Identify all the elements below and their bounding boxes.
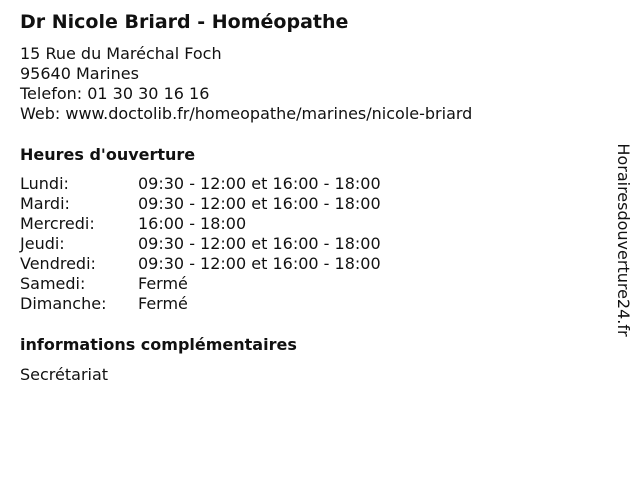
day-hours: Fermé bbox=[138, 274, 188, 293]
hours-row-sunday bbox=[20, 294, 381, 314]
day-hours: 16:00 - 18:00 bbox=[138, 214, 247, 233]
hours-row-wednesday bbox=[20, 214, 381, 234]
day-label: Dimanche: bbox=[20, 294, 107, 313]
day-hours: 09:30 - 12:00 et 16:00 - 18:00 bbox=[138, 254, 381, 273]
hours-row-monday bbox=[20, 174, 381, 194]
day-label: Lundi: bbox=[20, 174, 69, 193]
day-label: Vendredi: bbox=[20, 254, 96, 273]
phone-number: Telefon: 01 30 30 16 16 bbox=[20, 84, 210, 103]
hours-row-thursday bbox=[20, 234, 381, 254]
hours-row-tuesday bbox=[20, 194, 381, 214]
day-label: Mardi: bbox=[20, 194, 70, 213]
website-link[interactable]: Web: www.doctolib.fr/homeopathe/marines/nicole-briard bbox=[20, 104, 473, 123]
opening-hours-table bbox=[20, 174, 381, 314]
day-hours: Fermé bbox=[138, 294, 188, 313]
site-watermark: Horairesdouverture24.fr bbox=[614, 143, 633, 337]
day-hours: 09:30 - 12:00 et 16:00 - 18:00 bbox=[138, 234, 381, 253]
day-hours: 09:30 - 12:00 et 16:00 - 18:00 bbox=[138, 174, 381, 193]
page-title: Dr Nicole Briard - Homéopathe bbox=[20, 11, 349, 33]
additional-info-heading: informations complémentaires bbox=[20, 335, 297, 354]
street-address: 15 Rue du Maréchal Foch bbox=[20, 44, 222, 63]
hours-row-friday bbox=[20, 254, 381, 274]
opening-hours-heading: Heures d'ouverture bbox=[20, 145, 196, 164]
day-hours: 09:30 - 12:00 et 16:00 - 18:00 bbox=[138, 194, 381, 213]
address-block bbox=[20, 44, 472, 124]
day-label: Mercredi: bbox=[20, 214, 95, 233]
additional-info-text: Secrétariat bbox=[20, 365, 109, 384]
hours-row-saturday bbox=[20, 274, 381, 294]
day-label: Samedi: bbox=[20, 274, 86, 293]
day-label: Jeudi: bbox=[20, 234, 65, 253]
city-postcode: 95640 Marines bbox=[20, 64, 139, 83]
